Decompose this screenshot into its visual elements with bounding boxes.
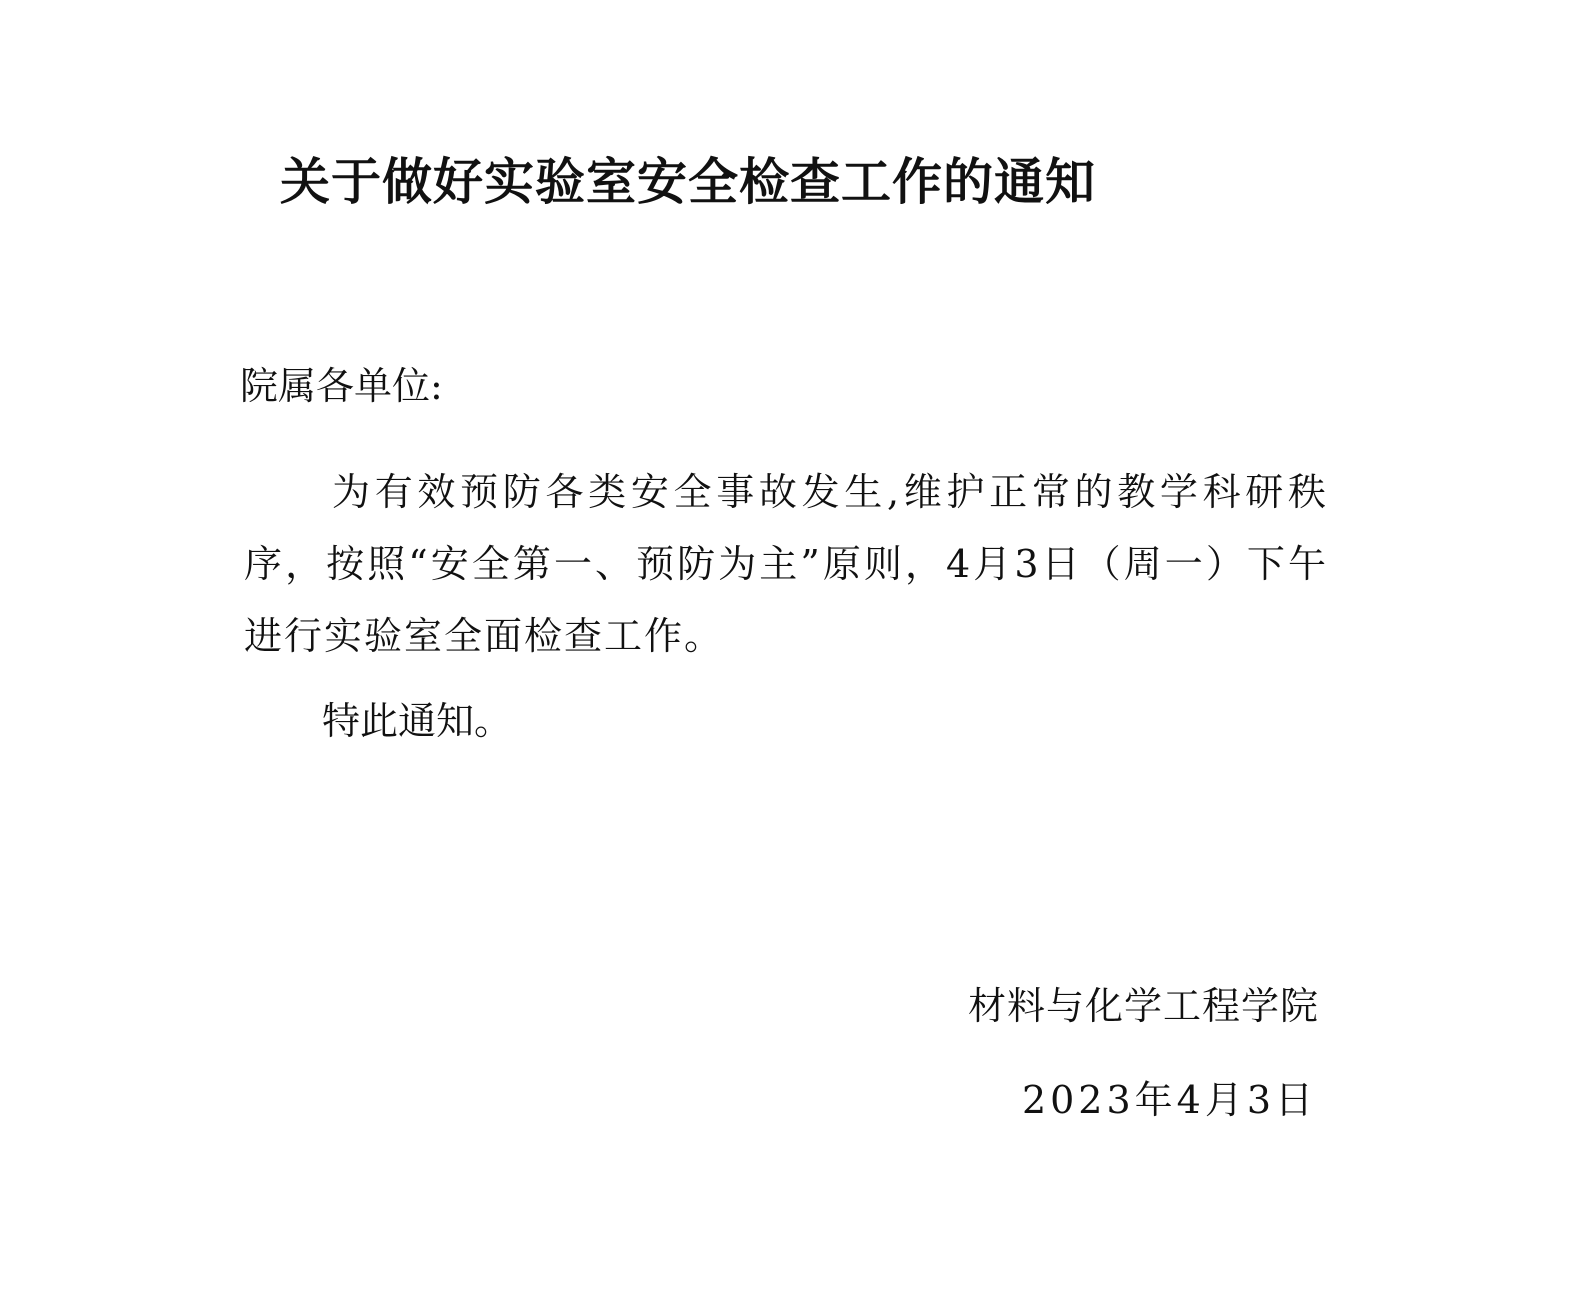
closing-line: 特此通知。 [322, 699, 513, 743]
document-title: 关于做好实验室安全检查工作的通知 [280, 153, 1096, 211]
issuer-signature: 材料与化学工程学院 [967, 984, 1319, 1028]
body-paragraph: 为有效预防各类安全事故发生,维护正常的教学科研秩序，按照“安全第一、预防为主”原则，4月3日（周一）下午进行实验室全面检查工作。 [244, 470, 1328, 658]
salutation: 院属各单位: [240, 364, 443, 408]
document-date: 2023年4月3日 [1021, 1078, 1317, 1122]
